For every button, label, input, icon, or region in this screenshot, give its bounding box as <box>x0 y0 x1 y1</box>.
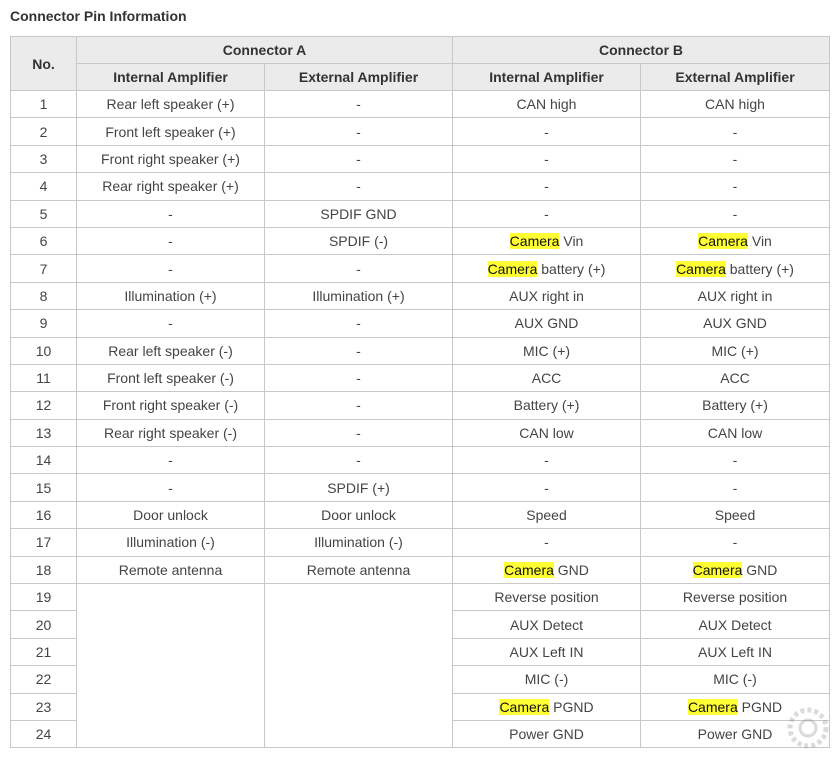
highlighted-keyword: Camera <box>687 698 738 715</box>
pin-number: 23 <box>11 693 77 720</box>
cell-b-external: ACC <box>641 364 830 391</box>
cell-a-external: SPDIF (-) <box>265 227 453 254</box>
header-connector-a: Connector A <box>77 37 453 64</box>
cell-a-external: SPDIF (+) <box>265 474 453 501</box>
cell-b-external: AUX Left IN <box>641 638 830 665</box>
cell-b-internal: AUX GND <box>453 310 641 337</box>
table-row <box>11 91 830 118</box>
cell-b-internal: - <box>453 200 641 227</box>
cell-a-internal: - <box>77 227 265 254</box>
cell-a-external: Illumination (-) <box>265 529 453 556</box>
table-row <box>11 392 830 419</box>
cell-a-external: - <box>265 447 453 474</box>
table-row <box>11 337 830 364</box>
cell-b-internal: - <box>453 474 641 501</box>
cell-b-internal: MIC (-) <box>453 666 641 693</box>
cell-b-external: CAN high <box>641 91 830 118</box>
pin-number: 14 <box>11 447 77 474</box>
highlighted-keyword: Camera <box>504 561 554 578</box>
cell-b-external: Speed <box>641 501 830 528</box>
cell-a-external: - <box>265 310 453 337</box>
cell-a-internal: Illumination (+) <box>77 282 265 309</box>
pin-number: 19 <box>11 584 77 611</box>
cell-b-internal: Camera GND <box>453 556 641 583</box>
pin-number: 17 <box>11 529 77 556</box>
cell-b-internal: CAN low <box>453 419 641 446</box>
cell-a-internal: Illumination (-) <box>77 529 265 556</box>
table-row <box>11 310 830 337</box>
cell-b-internal: Camera PGND <box>453 693 641 720</box>
cell-b-internal: Speed <box>453 501 641 528</box>
table-row <box>11 255 830 282</box>
cell-a-internal: Front right speaker (-) <box>77 392 265 419</box>
highlighted-keyword: Camera <box>676 260 726 277</box>
pin-number: 21 <box>11 638 77 665</box>
table-row <box>11 584 830 611</box>
cell-b-external: - <box>641 118 830 145</box>
cell-b-internal: - <box>453 118 641 145</box>
pin-number: 8 <box>11 282 77 309</box>
cell-a-internal: - <box>77 200 265 227</box>
cell-a-internal: - <box>77 255 265 282</box>
cell-a-internal: Rear left speaker (+) <box>77 91 265 118</box>
cell-a-internal: Rear right speaker (-) <box>77 419 265 446</box>
cell-a-external: - <box>265 118 453 145</box>
cell-b-internal: MIC (+) <box>453 337 641 364</box>
table-row <box>11 447 830 474</box>
cell-b-external: Camera Vin <box>641 227 830 254</box>
cell-a-external: - <box>265 255 453 282</box>
cell-b-external: - <box>641 200 830 227</box>
cell-b-internal: AUX Detect <box>453 611 641 638</box>
pin-number: 13 <box>11 419 77 446</box>
cell-a-external: - <box>265 91 453 118</box>
pin-number: 2 <box>11 118 77 145</box>
header-connector-b: Connector B <box>453 37 830 64</box>
pin-number: 1 <box>11 91 77 118</box>
pin-number: 12 <box>11 392 77 419</box>
table-row <box>11 118 830 145</box>
header-a-internal: Internal Amplifier <box>77 64 265 91</box>
cell-b-internal: CAN high <box>453 91 641 118</box>
table-row <box>11 474 830 501</box>
cell-b-external: - <box>641 529 830 556</box>
page-title: Connector Pin Information <box>10 8 187 24</box>
table-row <box>11 173 830 200</box>
pin-number: 20 <box>11 611 77 638</box>
cell-b-internal: - <box>453 447 641 474</box>
cell-a-internal: Front left speaker (+) <box>77 118 265 145</box>
cell-a-internal: Remote antenna <box>77 556 265 583</box>
watermark-icon <box>785 705 831 751</box>
cell-a-external: Remote antenna <box>265 556 453 583</box>
cell-b-external: Camera GND <box>641 556 830 583</box>
cell-a-external: - <box>265 145 453 172</box>
header-row-2 <box>11 64 830 91</box>
pin-number: 18 <box>11 556 77 583</box>
cell-a-external: Illumination (+) <box>265 282 453 309</box>
cell-b-external: Reverse position <box>641 584 830 611</box>
connector-pin-table <box>10 36 830 748</box>
cell-b-internal: - <box>453 529 641 556</box>
cell-a-internal: Door unlock <box>77 501 265 528</box>
table-row <box>11 282 830 309</box>
table-row <box>11 419 830 446</box>
pin-number: 6 <box>11 227 77 254</box>
header-b-internal: Internal Amplifier <box>453 64 641 91</box>
cell-a-external: - <box>265 173 453 200</box>
highlighted-keyword: Camera <box>499 698 550 715</box>
cell-b-external: Battery (+) <box>641 392 830 419</box>
pin-number: 16 <box>11 501 77 528</box>
table-row <box>11 200 830 227</box>
cell-a-external: - <box>265 419 453 446</box>
highlighted-keyword: Camera <box>698 233 748 250</box>
header-b-external: External Amplifier <box>641 64 830 91</box>
cell-b-external: MIC (-) <box>641 666 830 693</box>
pin-number: 24 <box>11 720 77 747</box>
pin-number: 15 <box>11 474 77 501</box>
cell-a-internal: - <box>77 474 265 501</box>
cell-b-external: Power GND <box>641 720 830 747</box>
header-a-external: External Amplifier <box>265 64 453 91</box>
header-row-1 <box>11 37 830 64</box>
cell-a-external: Door unlock <box>265 501 453 528</box>
cell-a-internal: - <box>77 447 265 474</box>
merged-empty-cell-a-internal <box>77 584 265 748</box>
table-row <box>11 529 830 556</box>
pin-number: 3 <box>11 145 77 172</box>
cell-a-internal: Front left speaker (-) <box>77 364 265 391</box>
highlighted-keyword: Camera <box>692 561 743 578</box>
cell-b-internal: AUX Left IN <box>453 638 641 665</box>
cell-a-internal: Rear left speaker (-) <box>77 337 265 364</box>
header-no: No. <box>11 37 77 91</box>
table-row <box>11 227 830 254</box>
table-body <box>11 91 830 748</box>
cell-a-internal: Rear right speaker (+) <box>77 173 265 200</box>
cell-b-external: Camera PGND <box>641 693 830 720</box>
pin-number: 11 <box>11 364 77 391</box>
cell-b-external: - <box>641 173 830 200</box>
pin-number: 5 <box>11 200 77 227</box>
cell-a-external: SPDIF GND <box>265 200 453 227</box>
table-row <box>11 556 830 583</box>
cell-b-internal: ACC <box>453 364 641 391</box>
cell-b-internal: AUX right in <box>453 282 641 309</box>
cell-b-internal: Battery (+) <box>453 392 641 419</box>
pin-number: 22 <box>11 666 77 693</box>
cell-a-external: - <box>265 364 453 391</box>
highlighted-keyword: Camera <box>509 233 560 250</box>
table-row <box>11 145 830 172</box>
cell-b-external: CAN low <box>641 419 830 446</box>
cell-a-external: - <box>265 337 453 364</box>
cell-b-internal: Camera battery (+) <box>453 255 641 282</box>
cell-b-external: - <box>641 145 830 172</box>
cell-b-external: AUX Detect <box>641 611 830 638</box>
cell-a-internal: - <box>77 310 265 337</box>
pin-number: 4 <box>11 173 77 200</box>
cell-b-internal: - <box>453 145 641 172</box>
table-row <box>11 501 830 528</box>
cell-a-external: - <box>265 392 453 419</box>
cell-b-internal: Reverse position <box>453 584 641 611</box>
highlighted-keyword: Camera <box>487 260 538 277</box>
cell-b-external: - <box>641 474 830 501</box>
cell-b-external: MIC (+) <box>641 337 830 364</box>
pin-number: 9 <box>11 310 77 337</box>
cell-b-external: AUX right in <box>641 282 830 309</box>
cell-b-external: AUX GND <box>641 310 830 337</box>
table-row <box>11 364 830 391</box>
merged-empty-cell-a-external <box>265 584 453 748</box>
cell-b-internal: Power GND <box>453 720 641 747</box>
pin-number: 7 <box>11 255 77 282</box>
cell-b-external: - <box>641 447 830 474</box>
cell-b-internal: - <box>453 173 641 200</box>
cell-b-internal: Camera Vin <box>453 227 641 254</box>
cell-b-external: Camera battery (+) <box>641 255 830 282</box>
cell-a-internal: Front right speaker (+) <box>77 145 265 172</box>
pin-number: 10 <box>11 337 77 364</box>
